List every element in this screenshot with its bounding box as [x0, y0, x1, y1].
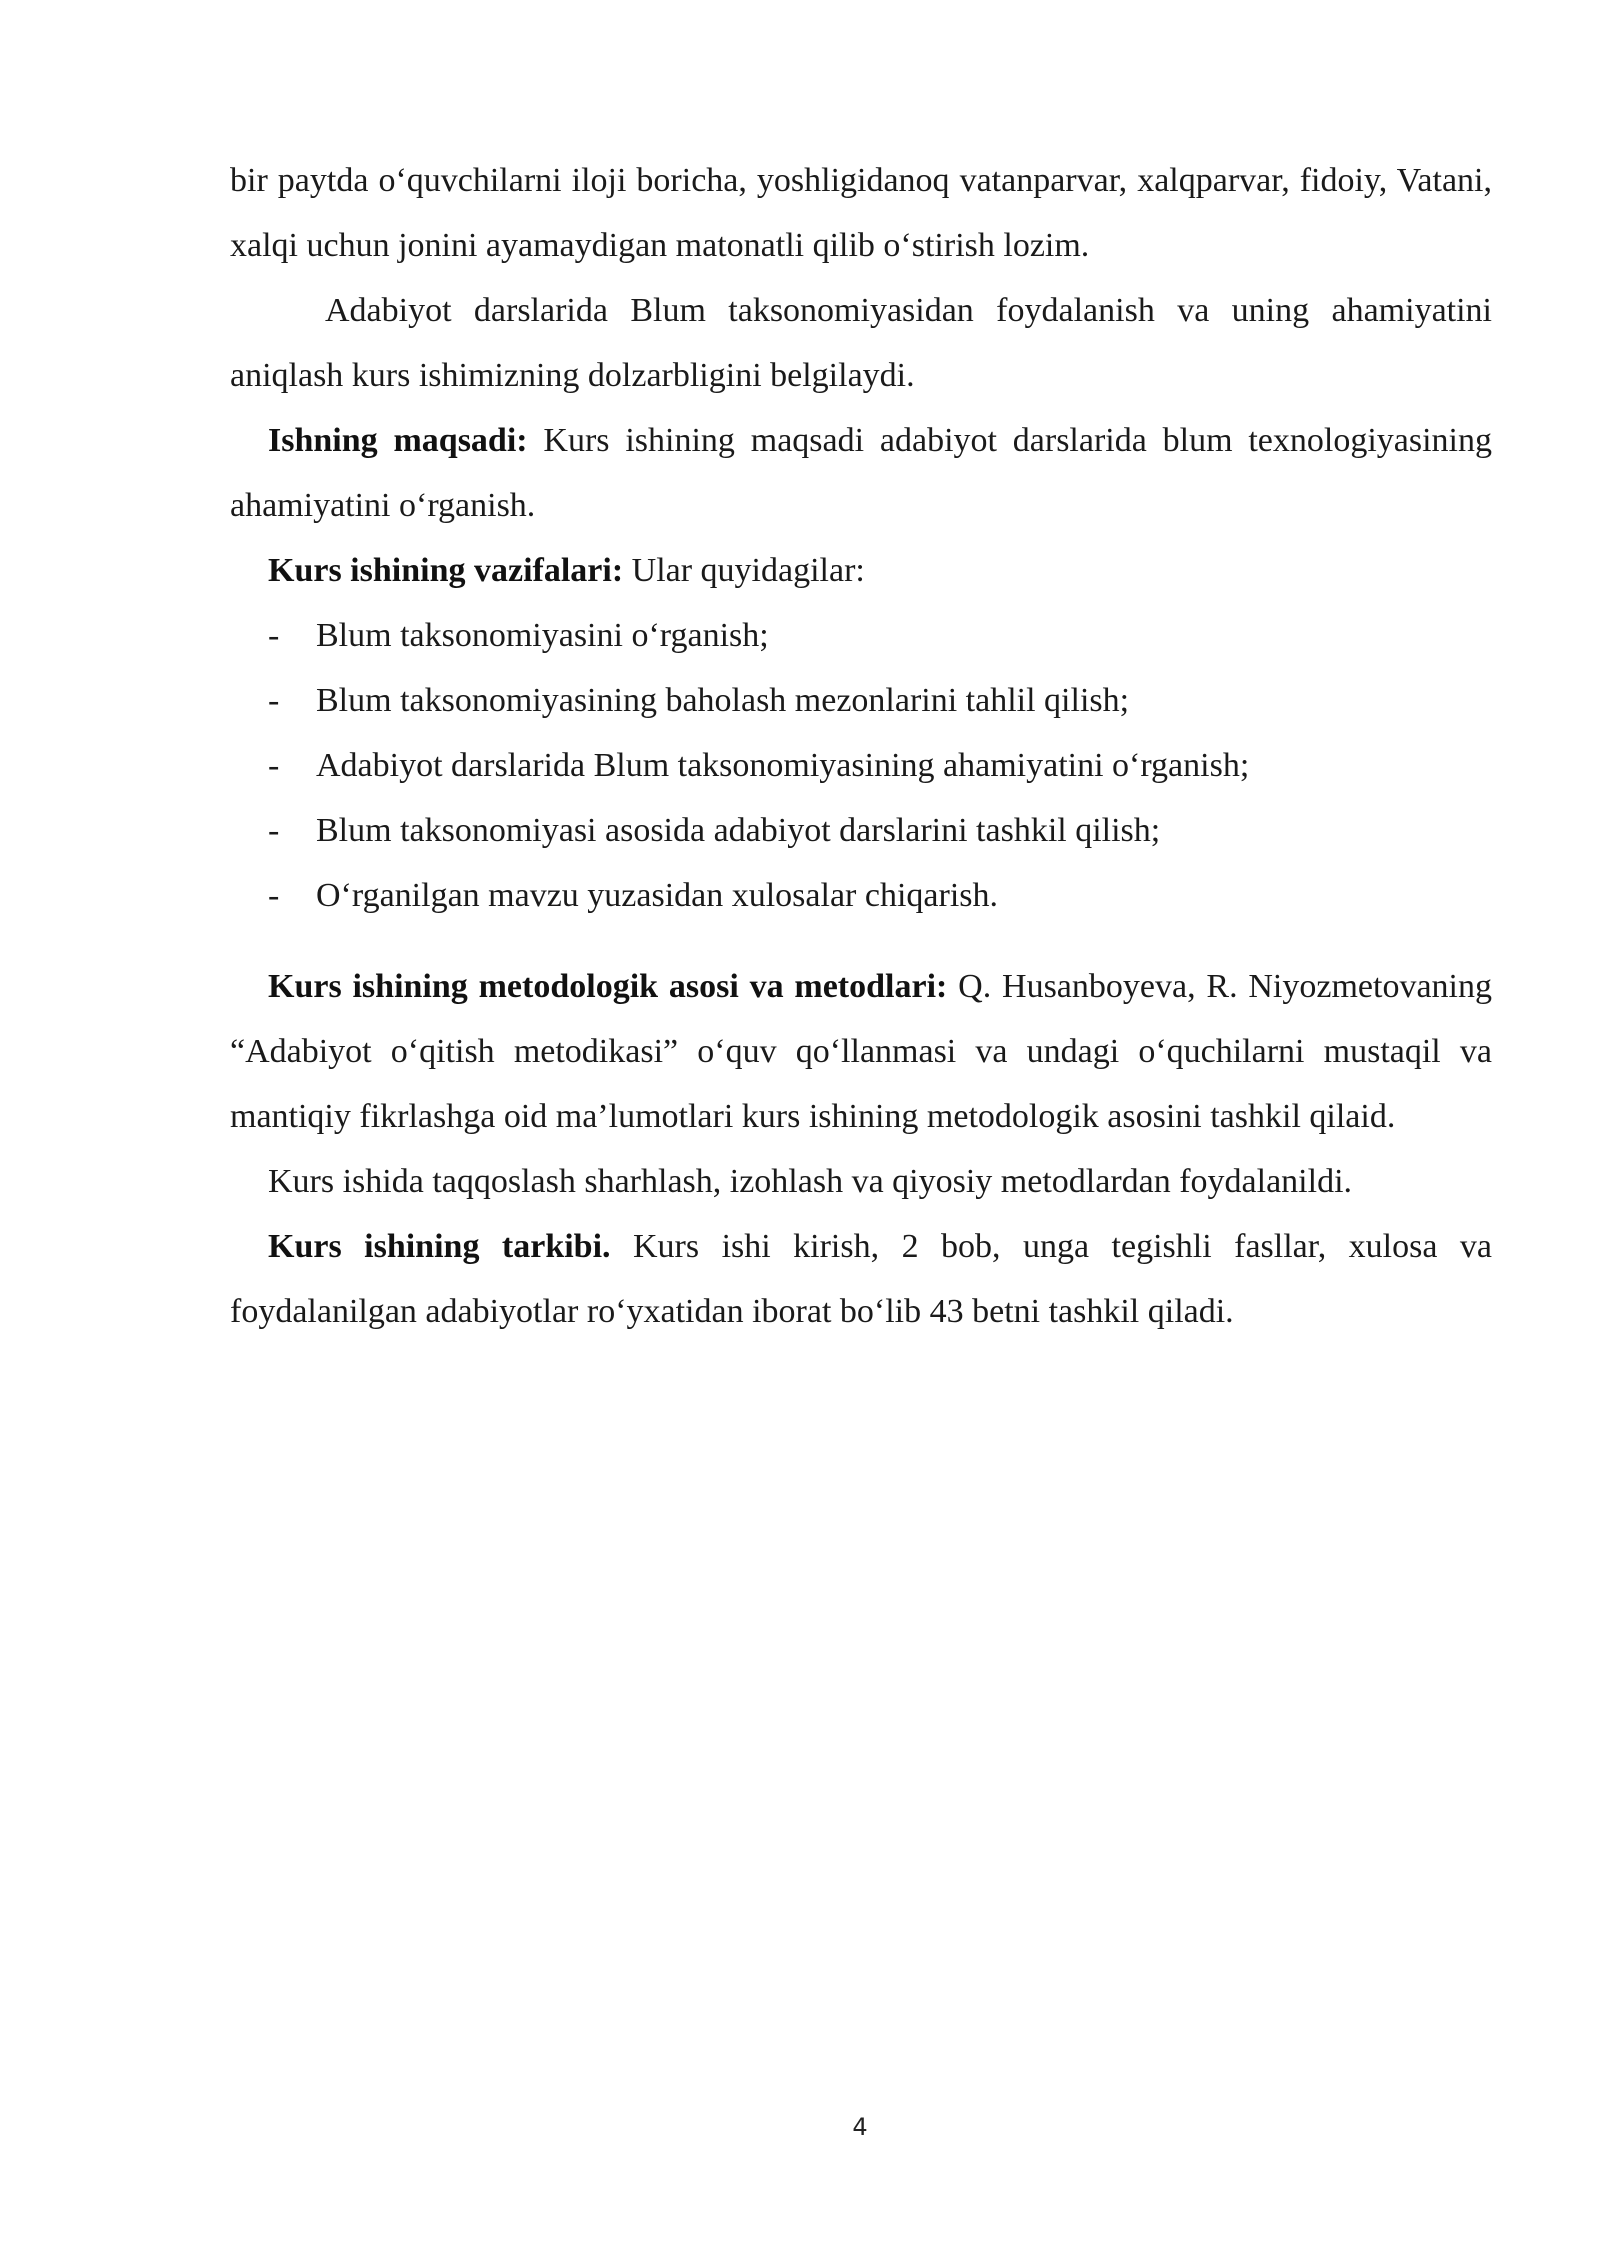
- list-item: [230, 863, 1492, 928]
- list-dash: -: [268, 812, 280, 849]
- list-item-text: Blum taksonomiyasini o‘rganish;: [316, 617, 769, 654]
- list-dash: -: [268, 682, 280, 719]
- list-item: [230, 798, 1492, 863]
- goal-heading: Ishning maqsadi:: [268, 422, 528, 459]
- methodology-text: Q. Husanboyeva, R. Niyozmetovaning “Adabiyot o‘qitish metodikasi” o‘quv qo‘llanmasi va undagi o‘quchilarni mustaqil va mantiqiy fikrlashga oid ma’lumotlari kurs ishining metodologik asosini tashkil qilaid.: [230, 968, 1492, 1135]
- list-item: [230, 668, 1492, 733]
- list-dash: -: [268, 617, 280, 654]
- paragraph-methodology: [230, 954, 1492, 1149]
- list-dash: -: [268, 877, 280, 914]
- list-item-text: Blum taksonomiyasi asosida adabiyot darslarini tashkil qilish;: [316, 812, 1161, 849]
- paragraph-continuation: bir paytda o‘quvchilarni iloji boricha, yoshligidanoq vatanparvar, xalqparvar, fidoiy, Vatani, xalqi uchun jonini ayamaydigan matonatli qilib o‘stirish lozim.: [230, 162, 1492, 264]
- paragraph-relevance: Adabiyot darslarida Blum taksonomiyasidan foydalanish va uning ahamiyatini aniqlash kurs ishimizning dolzarbligini belgilaydi.: [230, 292, 1492, 394]
- tasks-list: [230, 603, 1492, 928]
- tasks-heading: Kurs ishining vazifalari:: [268, 552, 624, 589]
- structure-heading: Kurs ishining tarkibi.: [268, 1228, 611, 1265]
- page-body: [230, 148, 1492, 1344]
- methodology-heading: Kurs ishining metodologik asosi va metodlari:: [268, 968, 948, 1005]
- list-item-text: Blum taksonomiyasining baholash mezonlarini tahlil qilish;: [316, 682, 1130, 719]
- paragraph-goal: [230, 408, 1492, 538]
- goal-text: Kurs ishining maqsadi adabiyot darslarida blum texnologiyasining ahamiyatini o‘rganish.: [230, 422, 1493, 524]
- paragraph-methods-used: Kurs ishida taqqoslash sharhlash, izohlash va qiyosiy metodlardan foydalanildi.: [268, 1163, 1353, 1200]
- tasks-intro-text: Ular quyidagilar:: [623, 552, 865, 589]
- list-dash: -: [268, 747, 280, 784]
- list-item: [230, 733, 1492, 798]
- list-item-text: O‘rganilgan mavzu yuzasidan xulosalar chiqarish.: [316, 877, 998, 914]
- list-item-text: Adabiyot darslarida Blum taksonomiyasining ahamiyatini o‘rganish;: [316, 747, 1250, 784]
- structure-text: Kurs ishi kirish, 2 bob, unga tegishli fasllar, xulosa va foydalanilgan adabiyotlar ro‘yxatidan iborat bo‘lib 43 betni tashkil qiladi.: [230, 1228, 1492, 1330]
- paragraph-tasks-intro: [230, 538, 1492, 603]
- list-item: [230, 603, 1492, 668]
- paragraph-structure: [230, 1214, 1492, 1344]
- page-number: 4: [852, 2113, 868, 2141]
